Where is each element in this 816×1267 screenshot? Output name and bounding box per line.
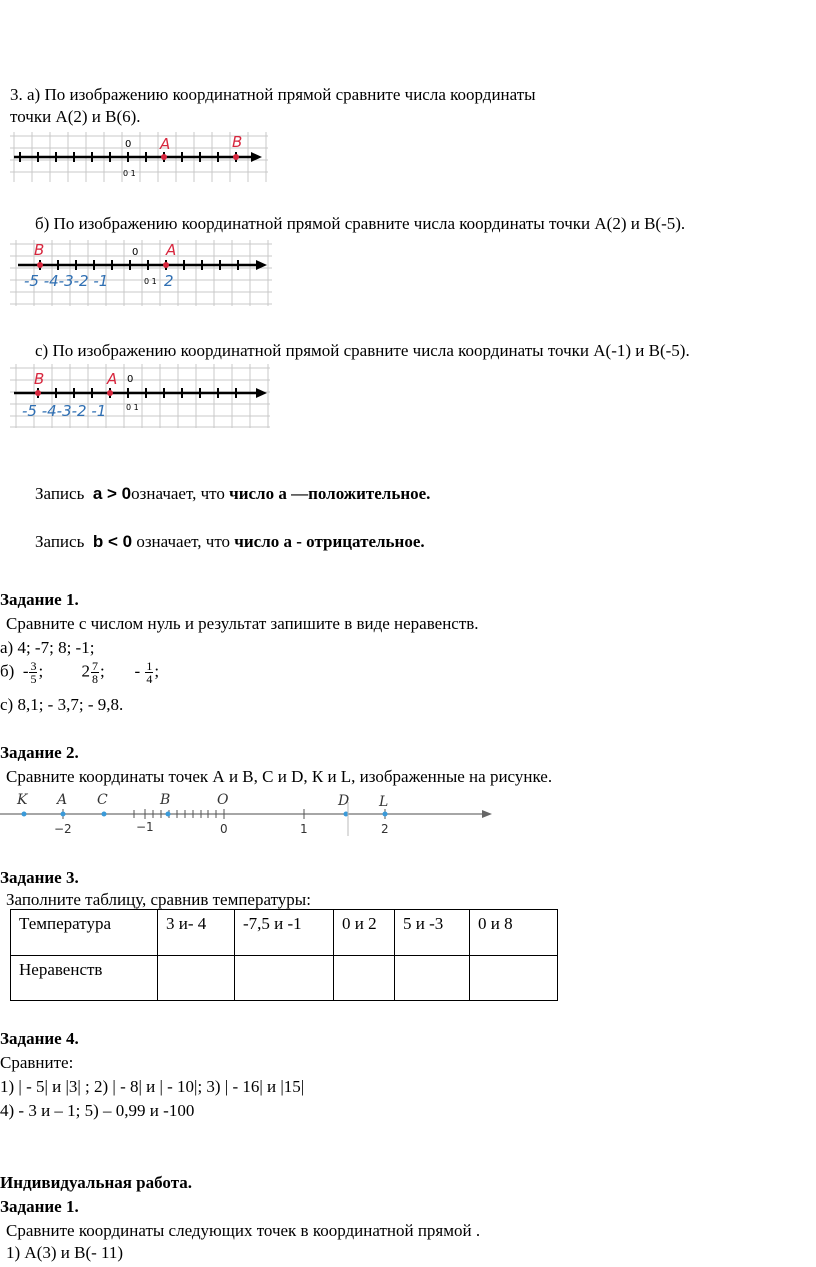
fig-b-hand-numbers: -5 -4-3-2 -1 (24, 272, 109, 290)
fig-a-point-a: A (160, 135, 171, 153)
individual-task-title: Задание 1. (0, 1197, 79, 1216)
table-cell: 5 и -3 (395, 910, 470, 956)
table-cell[interactable] (158, 956, 235, 1001)
table-cell: 0 и 8 (470, 910, 558, 956)
task2-tick-minus2: −2 (54, 822, 72, 836)
fig-b-point-b: B (34, 241, 45, 259)
task4-line2: 4) - 3 и – 1; 5) – 0,99 и -100 (0, 1101, 195, 1120)
task2-point-a: A (57, 792, 68, 808)
fig-b-zero-label: 0 (132, 247, 139, 258)
number-line-figure-a (10, 132, 268, 182)
note-positive: Запись a > 0означает, что число а —положительное. (35, 484, 431, 503)
individual-title: Индивидуальная работа. (0, 1173, 192, 1192)
task2-tick-two: 2 (381, 822, 389, 836)
task1-item-b: б) - $\frac{3}{5}$ ; 2 $\frac{7}{8}$ ; - $\frac{1}{4}$ ; (0, 659, 160, 686)
section3-a-line1: 3. а) По изображению координатной прямой сравните числа координаты (10, 85, 536, 104)
fraction-7-8: $\frac{7}{8}$ (91, 659, 98, 686)
task2-point-l: L (379, 794, 389, 810)
task2-tick-zero: 0 (220, 822, 228, 836)
task3-instruction: Заполните таблицу, сравнив температуры: (6, 890, 311, 909)
task2-point-d: D (338, 793, 350, 809)
table-cell[interactable] (470, 956, 558, 1001)
task1-instruction: Сравните с числом нуль и результат запишите в виде неравенств. (6, 614, 479, 633)
table-cell: -7,5 и -1 (235, 910, 334, 956)
fig-b-two-label: 2 (164, 272, 174, 290)
table-row (11, 956, 558, 1001)
task2-tick-one: 1 (300, 822, 308, 836)
task2-point-o: O (217, 792, 229, 808)
task2-instruction: Сравните координаты точек А и В, С и D, К и L, изображенные на рисунке. (6, 767, 553, 786)
note-negative-bold: число а - отрицательное. (234, 532, 425, 551)
table-row (11, 910, 558, 956)
fig-c-hand-numbers: -5 -4-3-2 -1 (22, 402, 107, 420)
task1-item-c: с) 8,1; - 3,7; - 9,8. (0, 695, 124, 714)
task4-instruction: Сравните: (0, 1053, 74, 1072)
table-cell: Температура (11, 910, 158, 956)
table-cell[interactable] (235, 956, 334, 1001)
task4-line1: 1) | - 5| и |3| ; 2) | - 8| и | - 10|; 3) | - 16| и |15| (0, 1077, 305, 1096)
task2-point-b: B (160, 792, 171, 808)
fig-a-point-b: B (232, 133, 243, 151)
individual-item1: 1) А(3) и В(- 11) (6, 1243, 124, 1262)
table-cell[interactable] (395, 956, 470, 1001)
number-line-figure-c (10, 364, 270, 428)
fig-b-point-a: A (166, 241, 177, 259)
note-negative-expr: b < 0 (92, 532, 133, 551)
fig-a-unit-labels: 0 1 (123, 169, 136, 178)
table-cell[interactable] (334, 956, 395, 1001)
fig-c-point-b: B (34, 370, 45, 388)
task2-title: Задание 2. (0, 743, 79, 762)
task4-title: Задание 4. (0, 1029, 79, 1048)
temperature-table (10, 909, 558, 1001)
task2-point-k: K (17, 792, 28, 808)
fig-c-unit-labels: 0 1 (126, 403, 139, 412)
section3-b-text: б) По изображению координатной прямой сравните числа координаты точки А(2) и В(-5). (35, 214, 686, 233)
fig-c-zero-label: 0 (127, 374, 134, 385)
fig-c-point-a: A (107, 370, 118, 388)
fraction-1-4: $\frac{1}{4}$ (146, 659, 153, 686)
table-cell: 0 и 2 (334, 910, 395, 956)
table-cell: 3 и- 4 (158, 910, 235, 956)
task1-item-a: а) 4; -7; 8; -1; (0, 638, 95, 657)
individual-instruction: Сравните координаты следующих точек в координатной прямой . (6, 1221, 481, 1240)
task3-title: Задание 3. (0, 868, 79, 887)
section3-c-text: с) По изображению координатной прямой сравните числа координаты точки А(-1) и В(-5). (35, 341, 690, 360)
fig-a-zero-label: 0 (125, 139, 132, 150)
task2-point-c: C (97, 792, 108, 808)
section3-a-line2: точки А(2) и В(6). (10, 107, 141, 126)
table-cell: Неравенств (11, 956, 158, 1001)
task2-tick-minus1: −1 (136, 820, 154, 834)
number-line-figure-b (10, 240, 272, 306)
fig-b-unit-labels: 0 1 (144, 277, 157, 286)
fraction-3-5: $\frac{3}{5}$ (30, 659, 37, 686)
note-negative: Запись b < 0 означает, что число а - отрицательное. (35, 532, 425, 551)
task1-title: Задание 1. (0, 590, 79, 609)
note-positive-expr: a > 0 (92, 484, 132, 503)
note-positive-bold: число а —положительное. (229, 484, 431, 503)
task2-number-line (0, 788, 496, 840)
